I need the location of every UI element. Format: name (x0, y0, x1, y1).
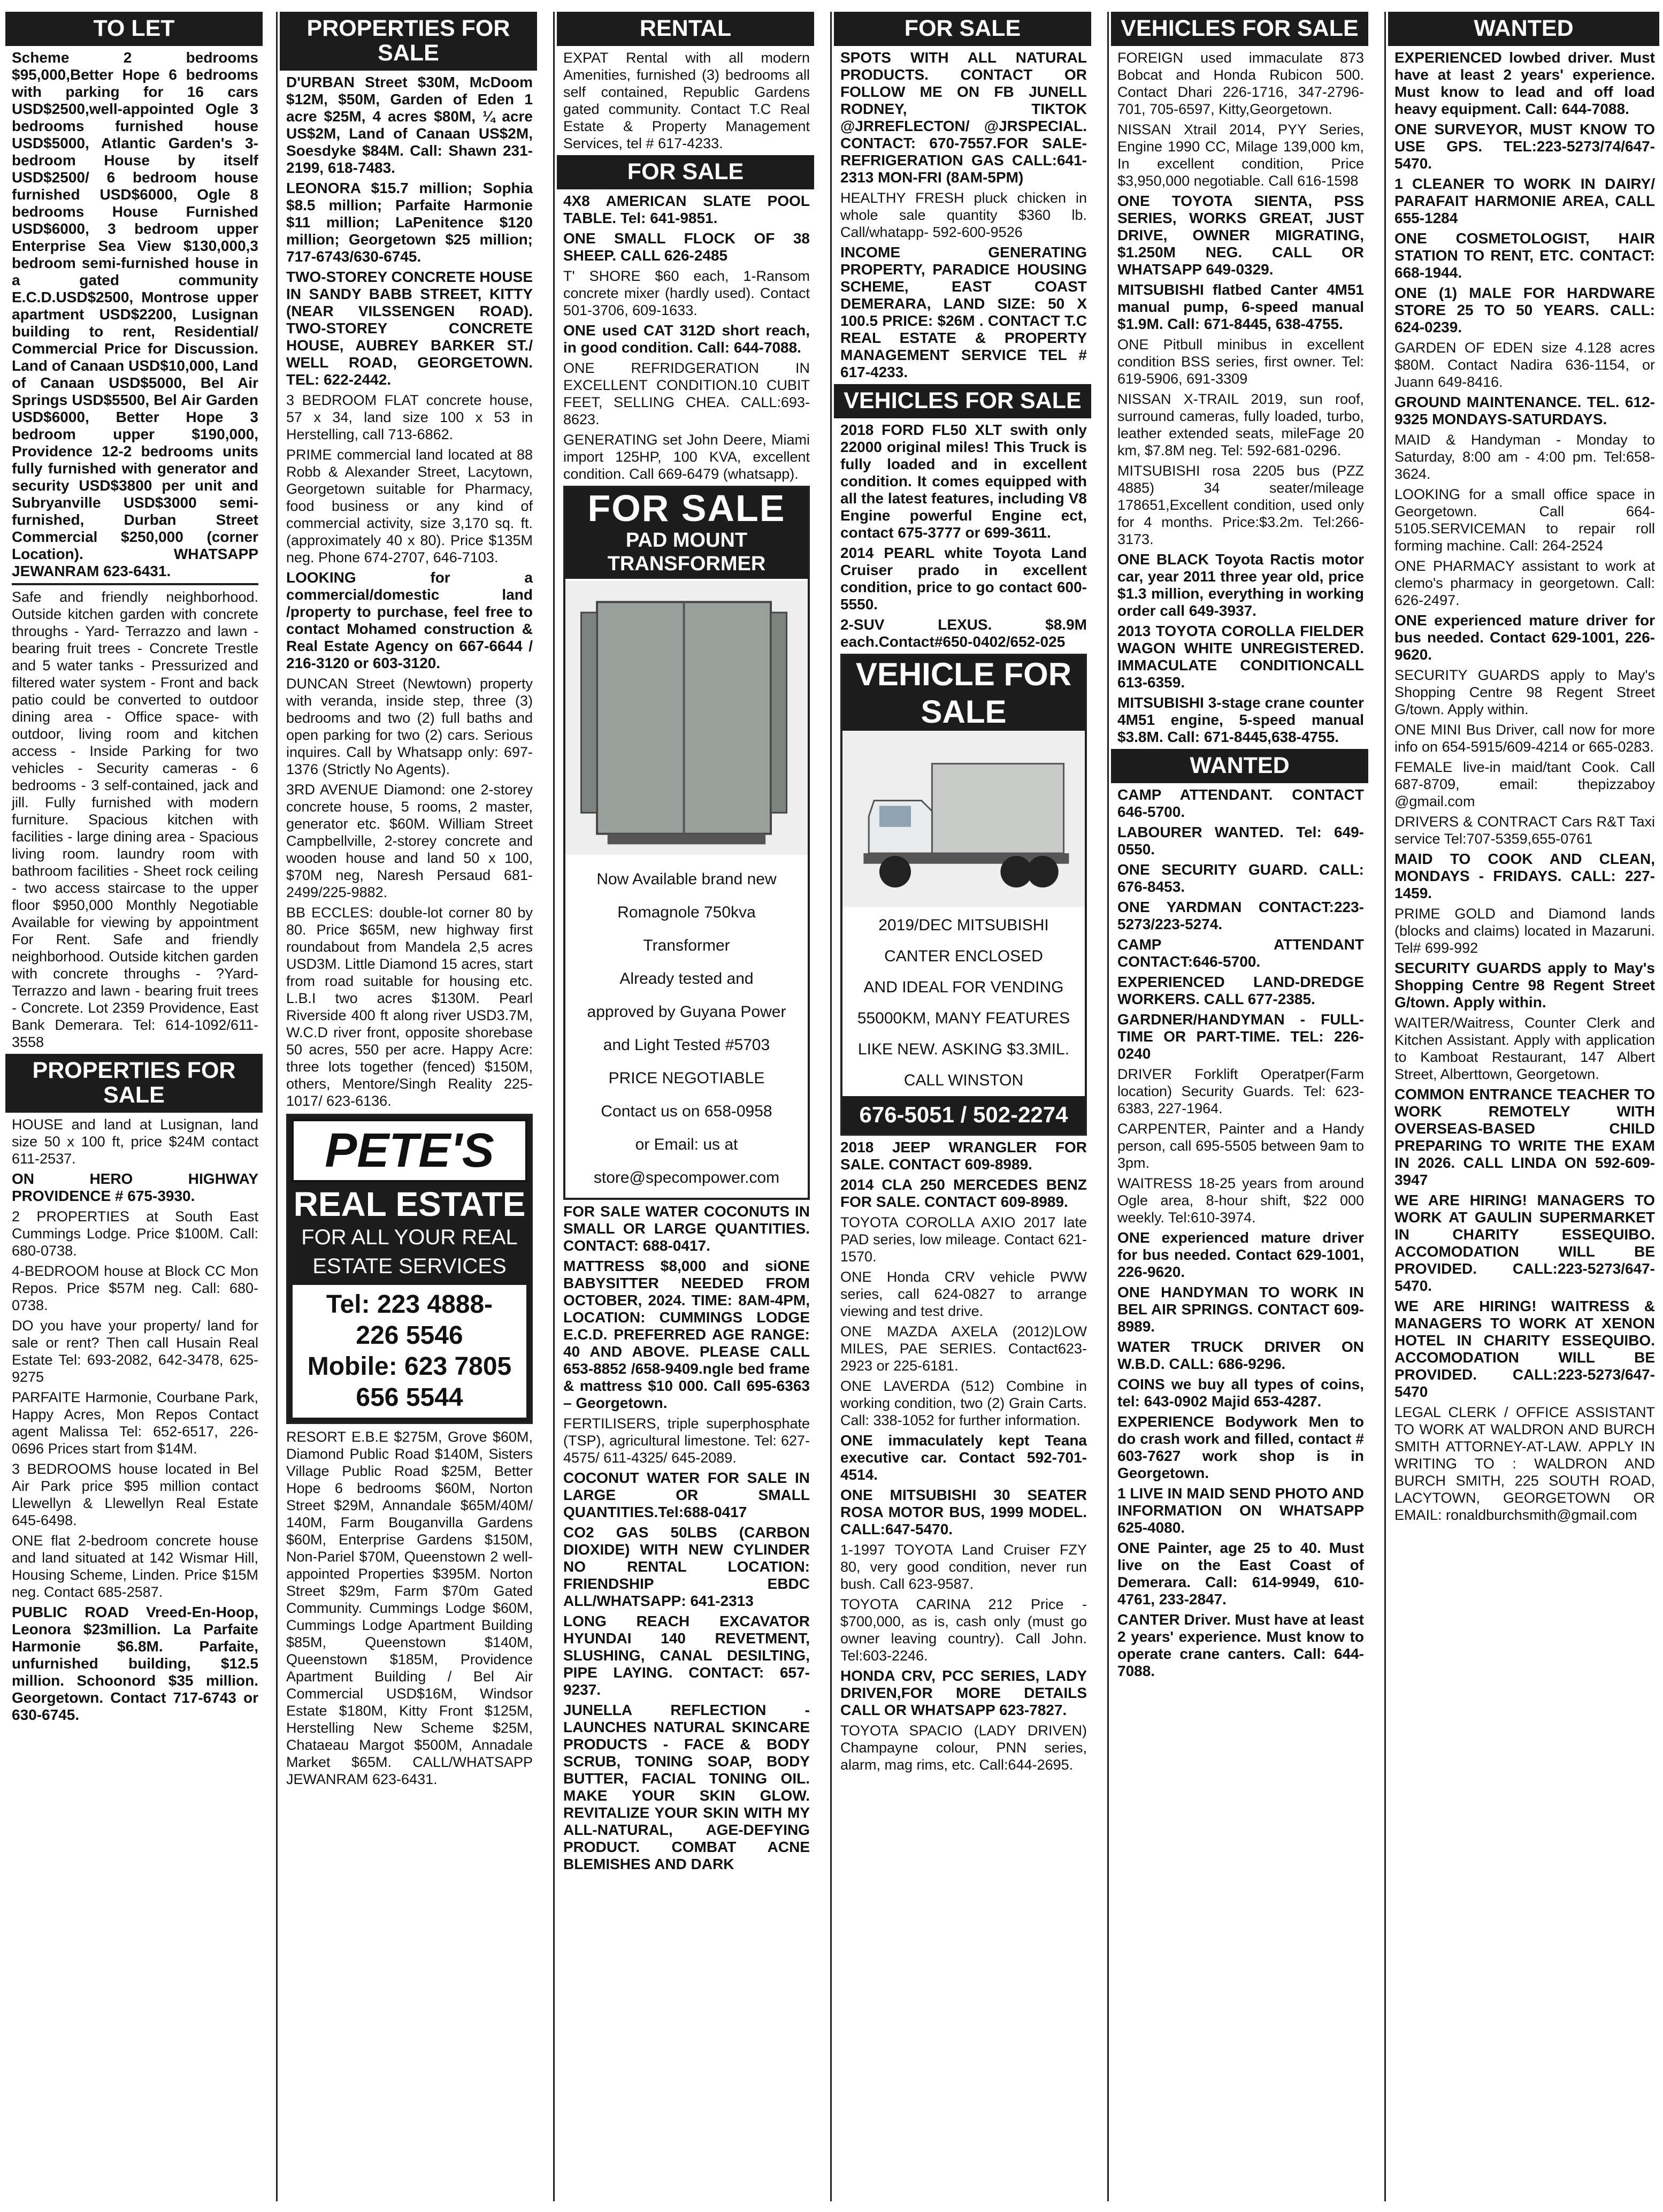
ad: ONE COSMETOLOGIST, HAIR STATION TO RENT, ETC. CONTACT: 668-1944. (1394, 230, 1655, 281)
ad: ONE flat 2-bedroom concrete house and land situated at 142 Wismar Hill, Housing Scheme, Linden. Price $15M neg. Contact 685-2587. (12, 1533, 258, 1600)
ad: BB ECCLES: double-lot corner 80 by 80. Price $65M, new highway first roundabout from Mandela 2,5 acres USD3M. Little Diamond 15 acres, start from road suitable for housing etc. L.B.I two acres $130M. Pearl Riverside 400 ft along river USD3.7M, W.C.D river front, opposite shorebase 50 acres, 550 per acre. Happy Acre: three lots together (fenced) $150M, others, Mentore/Singh Reality 225-1017/ 623-6136. (286, 905, 533, 1109)
pad-mount-transformer-ad (563, 486, 810, 1200)
petes-line: FOR ALL YOUR REAL (301, 1226, 518, 1249)
ad: ONE BLACK Toyota Ractis motor car, year 2011 three year old, price $1.3 million, everything in working order call 649-3937. (1117, 551, 1364, 619)
for-sale-ads (832, 49, 1093, 381)
ad: NISSAN Xtrail 2014, PYY Series, Engine 1990 CC, Milage 139,000 km, In excellent condition, Price $3,950,000 negotiable. Call 616-1598 (1117, 121, 1364, 189)
ad: SECURITY GUARDS apply to May's Shopping Centre 98 Regent Street G/town. Apply within. (1394, 960, 1655, 1011)
wanted-ads (1386, 49, 1661, 1524)
transformer-ad-line: Already tested and (619, 970, 754, 988)
ad: TOYOTA COROLLA AXIO 2017 late PAD series, low mileage. Contact 621-1570. (840, 1214, 1087, 1265)
wanted-ads (1109, 786, 1370, 1680)
ad: GARDNER/HANDYMAN - FULL-TIME OR PART-TIME. TEL: 226-0240 (1117, 1011, 1364, 1062)
ad: DO you have your property/ land for sale or rent? Then call Husain Real Estate Tel: 693-2082, 642-3478, 625-9275 (12, 1318, 258, 1385)
ad: LOOKING for a commercial/domestic land /property to purchase, feel free to contact Mohamed construction & Real Estate Agency on 667-6644 / 216-3120 or 603-3120. (286, 569, 533, 671)
vehicle-ad-phone: 676-5051 / 502-2274 (842, 1096, 1085, 1134)
ad: WATER TRUCK DRIVER ON W.B.D. CALL: 686-9296. (1117, 1338, 1364, 1372)
ad: FOREIGN used immaculate 873 Bobcat and Honda Rubicon 500. Contact Dhari 226-1716, 347-2796-701, 705-6597, Kitty,Georgetown. (1117, 50, 1364, 117)
ad: CAMP ATTENDANT. CONTACT 646-5700. (1117, 786, 1364, 820)
ad: ONE Painter, age 25 to 40. Must live on the East Coast of Demerara. Call: 614-9949, 610-4761, 233-2847. (1117, 1540, 1364, 1608)
ad: SECURITY GUARDS apply to May's Shopping Centre 98 Regent Street G/town. Apply within. (1394, 667, 1655, 717)
ad: CANTER Driver. Must have at least 2 years' experience. Must know to operate crane canters. Call: 644-7088. (1117, 1611, 1364, 1679)
ad: PUBLIC ROAD Vreed-En-Hoop, Leonora $23million. La Parfaite Harmonie $6.8M. Parfaite, unfurnished building, $12.5 million. Schoonord $35 million. Georgetown. Contact 717-6743 or 630-6745. (12, 1604, 258, 1723)
phone-line: Tel: 223 4888- (326, 1290, 493, 1319)
vehicle-ad-line: AND IDEAL FOR VENDING (863, 978, 1064, 996)
column-properties-for-sale (276, 12, 539, 2201)
ad: 2018 FORD FL50 XLT swith only 22000 original miles! This Truck is fully loaded and in excellent condition. It comes equipped with all the latest features, including V8 Engine powerful Engine ect, contact 675-3777 or 699-3611. (840, 422, 1087, 541)
section-header-properties-for-sale: PROPERTIES FOR SALE (5, 1054, 263, 1113)
ad: COCONUT WATER FOR SALE IN LARGE OR SMALL QUANTITIES.Tel:688-0417 (563, 1469, 810, 1520)
rental-ads (555, 49, 816, 152)
ad: LEONORA $15.7 million; Sophia $8.5 million; Parfaite Harmonie $11 million; LaPenitence $120 million; Georgetown $25 million; 717-6743/630-6745. (286, 180, 533, 265)
ad: 2014 PEARL white Toyota Land Cruiser prado in excellent condition, price to go contact 600-5550. (840, 545, 1087, 613)
ad: NISSAN X-TRAIL 2019, sun roof, surround cameras, fully loaded, turbo, leather extended seats, mileFage 20 km, $7.8M neg. Tel: 592-681-0296. (1117, 391, 1364, 458)
ad: 4X8 AMERICAN SLATE POOL TABLE. Tel: 641-9851. (563, 193, 810, 226)
ad: MITSUBISHI rosa 2205 bus (PZZ 4885) 34 seater/mileage 178651,Excellent condition, used only for 4 months. Price:$3.2m. Tel:266-3173. (1117, 463, 1364, 547)
ad: GARDEN OF EDEN size 4.128 acres $80M. Contact Nadira 636-1154, or Juann 649-8416. (1394, 340, 1655, 390)
ad: ONE LAVERDA (512) Combine in working condition, two (2) Grain Carts. Call: 338-1052 for further information. (840, 1378, 1087, 1428)
ad: 2-SUV LEXUS. $8.9M each.Contact#650-0402/652-025 (840, 616, 1087, 650)
ad: EXPERIENCE Bodywork Men to do crash work and filled, contact # 603-7627 work shop is in Georgetown. (1117, 1413, 1364, 1481)
ad: COMMON ENTRANCE TEACHER TO WORK REMOTELY WITH OVERSEAS-BASED CHILD PREPARING TO WRITE THE EXAM IN 2026. CALL LINDA ON 592-609-3947 (1394, 1086, 1655, 1188)
ad: WE ARE HIRING! WAITRESS & MANAGERS TO WORK AT XENON HOTEL IN CHARITY ESSEQUIBO. ACCOMODATION WILL BE PROVIDED. CALL:223-5273/647-5470 (1394, 1298, 1655, 1400)
ad: RESORT E.B.E $275M, Grove $60M, Diamond Public Road $140M, Sisters Village Public Road $25M, Better Hope 6 bedrooms $60M, Norton Street $29M, Annandale $65M/40M/ 140M, Farm Bouganvilla Gardens $60M, Enterprise Gardens $150M, Non-Pariel $70M, Queenstown 2 well-appointed Properties $395M. Norton Street $29m, Farm $70m Gated Community. Cummings Lodge $60M, Cummings Lodge Apartment Building $85M, Queenstown $140M, Queenstown $185M, Providence Apartment Building / Bel Air Commercial USD$16M, Windsor Estate $180M, Kitty Front $125M, Herstelling New Scheme $25M, Chataeau Margot $500M, Annadale Market $65M. CALL/WHATSAPP JEWANRAM 623-6431. (286, 1429, 533, 1787)
ad: ONE TOYOTA SIENTA, PSS SERIES, WORKS GREAT, JUST DRIVE, OWNER MIGRATING, $1.250M NEG. CALL OR WHATSAPP 649-0329. (1117, 193, 1364, 278)
ad: 3RD AVENUE Diamond: one 2-storey concrete house, 5 rooms, 2 master, generator etc. $60M. William Street Campbellville, 2-storey concrete and wooden house and land 50 x 100, $70M neg, Naresh Persaud 681-2499/225-9882. (286, 782, 533, 900)
vehicle-ad-line: 55000KM, MANY FEATURES (857, 1009, 1070, 1027)
phone-line: 226 5546 (356, 1321, 463, 1350)
for-sale-ads (555, 193, 816, 1873)
transformer-ad-subtitle: PAD MOUNT TRANSFORMER (607, 529, 766, 575)
ad: Scheme 2 bedrooms $95,000,Better Hope 6 bedrooms with parking for 16 cars USD$2500,well-appointed Ogle 3 bedrooms furnished house USD$5000, Atlantic Garden's 3-bedroom House by itself USD$2500/ 6 bedroom house furnished USD$6000, Ogle 8 bedrooms House Furnished USD$6000, 3 bedroom upper Enterprise Sea View $130,000,3 bedroom semi-furnished house in a gated community E.C.D.USD$2500, Montrose upper apartment USD$2200, Lusignan building to rent, Residential/ Commercial Price for Discussion. Land of Canaan USD$10,000, Land of Canaan USD$5000, Bel Air Springs USD$5500, Bel Air Garden USD$6000, Better Hope 3 bedroom upper $190,000, Providence 12-2 bedrooms units fully furnished with generator and security USD$3800 per unit and Subryanville USD$3000 semi-furnished, Durban Street Commercial $250,000 (corner Location). WHATSAPP JEWANRAM 623-6431. (12, 49, 258, 579)
ad: TWO-STOREY CONCRETE HOUSE IN SANDY BABB STREET, KITTY (NEAR VILSSENGEN ROAD). TWO-STOREY CONCRETE HOUSE, AUBREY BARKER ST./ WELL ROAD, GEORGETOWN. TEL: 622-2442. (286, 269, 533, 388)
column-wanted (1384, 12, 1661, 2201)
ad: PRIME commercial land located at 88 Robb & Alexander Street, Lacytown, Georgetown suitable for Pharmacy, food business or any kind of commercial activity, size 3,170 sq. ft. (approximately 40 x 80). Price $135M neg. Phone 674-2707, 646-7103. (286, 447, 533, 565)
ad: ONE immaculately kept Teana executive car. Contact 592-701-4514. (840, 1432, 1087, 1483)
petes-logo: PETE'S (292, 1119, 527, 1182)
column-rental (553, 12, 816, 2201)
section-header-rental: RENTAL (557, 12, 814, 46)
ad: CAMP ATTENDANT CONTACT:646-5700. (1117, 936, 1364, 970)
section-header-to-let: TO LET (5, 12, 263, 46)
section-header-for-sale: FOR SALE (557, 155, 814, 189)
transformer-ad-line: Romagnole 750kva (617, 904, 756, 921)
vehicle-ads (832, 422, 1093, 1773)
ad: WAITER/Waitress, Counter Clerk and Kitchen Assistant. Apply with application to Kamboat Restaurant, 147 Albert Street, Alberttown, Georgetown. (1394, 1015, 1655, 1082)
column-vehicles-for-sale (1107, 12, 1370, 2201)
ad: INCOME GENERATING PROPERTY, PARADICE HOUSING SCHEME, EAST COAST DEMERARA, LAND SIZE: 50 X 100.5 PRICE: $26M . CONTACT T.C REAL ESTATE & PROPERTY MANAGEMENT SERVICE TEL # 617-4233. (840, 244, 1087, 380)
ad: MITSUBISHI flatbed Canter 4M51 manual pump, 6-speed manual $1.9M. Call: 671-8445, 638-4755. (1117, 281, 1364, 332)
ad: MAID & Handyman - Monday to Saturday, 8:00 am - 4:00 pm. Tel:658-3624. (1394, 432, 1655, 482)
petes-line: REAL ESTATE (293, 1185, 526, 1223)
ad: TOYOTA CARINA 212 Price - $700,000, as is, cash only (must go owner leaving country). Call John. Tel:603-2246. (840, 1596, 1087, 1664)
ad: ONE PHARMACY assistant to work at clemo's pharmacy in georgetown. Call: 626-2497. (1394, 558, 1655, 608)
vehicle-ad-line: 2019/DEC MITSUBISHI (878, 916, 1049, 934)
transformer-ad-title: FOR SALE (587, 487, 786, 529)
transformer-ad-line: approved by Guyana Power (587, 1003, 786, 1021)
ad: ONE REFRIDGERATION IN EXCELLENT CONDITION.10 CUBIT FEET, SELLING CHEA. CALL:693-8623. (563, 360, 810, 427)
ad: 3 BEDROOM FLAT concrete house, 57 x 34, land size 100 x 53 in Herstelling, call 713-6862. (286, 392, 533, 442)
ad: DUNCAN Street (Newtown) property with veranda, inside step, three (3) bedrooms and two (2) full baths and open parking for two (2) cars. Serious inquires. Call by Whatsapp only: 697-1376 (Strictly No Agents). (286, 676, 533, 777)
ad: EXPERIENCED lowbed driver. Must have at least 2 years' experience. Must know to lead and off load heavy equipment. Call: 644-7088. (1394, 49, 1655, 117)
ad: ONE MITSUBISHI 30 SEATER ROSA MOTOR BUS, 1999 MODEL. CALL:647-5470. (840, 1487, 1087, 1537)
vehicle-ad-line: LIKE NEW. ASKING $3.3MIL. (857, 1040, 1070, 1058)
ad: ONE MINI Bus Driver, call now for more info on 654-5915/609-4214 or 665-0283. (1394, 722, 1655, 755)
ad: DRIVERS & CONTRACT Cars R&T Taxi service Tel:707-5359,655-0761 (1394, 814, 1655, 847)
ad: LOOKING for a small office space in Georgetown. Call 664-5105.SERVICEMAN to repair roll forming machine. Call: 264-2524 (1394, 486, 1655, 554)
ad: 1 LIVE IN MAID SEND PHOTO AND INFORMATION ON WHATSAPP 625-4080. (1117, 1485, 1364, 1536)
ad: T' SHORE $60 each, 1-Ransom concrete mixer (hardly used). Contact 501-3706, 609-1633. (563, 268, 810, 318)
divider (12, 583, 258, 585)
ad: COINS we buy all types of coins, tel: 643-0902 Majid 653-4287. (1117, 1376, 1364, 1410)
ad: HONDA CRV, PCC SERIES, LADY DRIVEN,FOR MORE DETAILS CALL OR WHATSAPP 623-7827. (840, 1667, 1087, 1718)
ad: PRIME GOLD and Diamond lands (blocks and claims) located in Mazaruni. Tel# 699-992 (1394, 906, 1655, 956)
section-header-vehicles-for-sale: VEHICLES FOR SALE (834, 384, 1091, 418)
ad: MITSUBISHI 3-stage crane counter 4M51 engine, 5-speed manual $3.8M. Call: 671-8445,638-4755. (1117, 694, 1364, 745)
ad: 2018 JEEP WRANGLER FOR SALE. CONTACT 609-8989. (840, 1139, 1087, 1173)
ad: CARPENTER, Painter and a Handy person, call 695-5505 between 9am to 3pm. (1117, 1121, 1364, 1171)
properties-ads (3, 1116, 265, 1724)
vehicle-ad-text (842, 910, 1085, 1096)
column-to-let (3, 12, 265, 2201)
ad: LONG REACH EXCAVATOR HYUNDAI 140 REVETMENT, SLUSHING, CANAL DESILTING, PIPE LAYING. CONTACT: 657-9237. (563, 1613, 810, 1698)
section-header-wanted: WANTED (1111, 749, 1368, 783)
ad: ONE Honda CRV vehicle PWW series, call 624-0827 to arrange viewing and test drive. (840, 1269, 1087, 1319)
petes-real-estate-ad (286, 1114, 533, 1424)
ad: FERTILISERS, triple superphosphate (TSP), agricultural limestone. Tel: 627-4575/ 611-4325/ 645-2089. (563, 1415, 810, 1466)
ad: HOUSE and land at Lusignan, land size 50 x 100 ft, price $24M contact 611-2537. (12, 1116, 258, 1167)
ad: 2 PROPERTIES at South East Cummings Lodge. Price $100M. Call: 680-0738. (12, 1208, 258, 1259)
phone-line: 656 5544 (356, 1383, 463, 1412)
ad: D'URBAN Street $30M, McDoom $12M, $50M, Garden of Eden 1 acre $25M, 4 acres $80M, ¼ acre US$2M, Land of Canaan US$2M, Soesdyke $84M. Call: Shawn 231-2199, 618-7483. (286, 74, 533, 176)
ad: TOYOTA SPACIO (LADY DRIVEN) Champayne colour, PNN series, alarm, mag rims, etc. Call:644-2695. (840, 1723, 1087, 1773)
transformer-image (565, 579, 808, 857)
ad: MATTRESS $8,000 and siONE BABYSITTER NEEDED FROM OCTOBER, 2024. TIME: 8AM-4PM, LOCATION: CUMMINGS LODGE E.C.D. PREFERRED AGE RANGE: 40 AND ABOVE. PLEASE CALL 653-8852 /658-9409.ngle bed frame & mattress $10 000. Call 695-6363 – Georgetown. (563, 1258, 810, 1411)
ad: EXPERIENCED LAND-DREDGE WORKERS. CALL 677-2385. (1117, 974, 1364, 1007)
transformer-ad-header (565, 488, 808, 579)
ad: FEMALE live-in maid/tant Cook. Call 687-8709, email: thepizzaboy @gmail.com (1394, 759, 1655, 809)
ad: ONE MAZDA AXELA (2012)LOW MILES, PAE SERIES. Contact623-2923 or 225-6181. (840, 1323, 1087, 1374)
ad: CO2 GAS 50LBS (CARBON DIOXIDE) WITH NEW CYLINDER NO RENTAL LOCATION: FRIENDSHIP EBDC ALL/WHATSAPP: 641-2313 (563, 1524, 810, 1609)
ad: PARFAITE Harmonie, Courbane Park, Happy Acres, Mon Repos Contact agent Malissa Tel: 652-6517, 226-0696 Prices start from $14M. (12, 1389, 258, 1457)
section-header-vehicles-for-sale: VEHICLES FOR SALE (1111, 12, 1368, 46)
ad: ONE experienced mature driver for bus needed. Contact 629-1001, 226-9620. (1394, 612, 1655, 663)
vehicle-for-sale-ad (840, 654, 1087, 1136)
ad: ONE SECURITY GUARD. CALL: 676-8453. (1117, 861, 1364, 895)
ad: 1-1997 TOYOTA Land Cruiser FZY 80, very good condition, never run bush. Call 623-9587. (840, 1542, 1087, 1592)
ad: LEGAL CLERK / OFFICE ASSISTANT TO WORK AT WALDRON AND BURCH SMITH ATTORNEY-AT-LAW. APPLY IN WRITING TO : WALDRON AND BURCH SMITH, 225 SOUTH ROAD, LACYTOWN, GEORGETOWN OR EMAIL: ronaldburchsmith@gmail.com (1394, 1404, 1655, 1523)
ad: ONE HANDYMAN TO WORK IN BEL AIR SPRINGS. CONTACT 609-8989. (1117, 1284, 1364, 1335)
ad: 3 BEDROOMS house located in Bel Air Park price $95 million contact Llewellyn & Llewellyn Real Estate 645-6498. (12, 1461, 258, 1528)
properties-ads (278, 74, 539, 1788)
ad: GENERATING set John Deere, Miami import 125HP, 100 KVA, excellent condition. Call 669-6479 (whatsapp). (563, 432, 810, 482)
section-header-for-sale: FOR SALE (834, 12, 1091, 46)
ad: Safe and friendly neighborhood. Outside kitchen garden with concrete throughs - Yard- Terrazzo and lawn - bearing fruit trees - Concrete Trestle and 5 water tanks - Pressurized and filtered water system - Front and back patio could be converted to outdoor dining area - Office space- with outdoor, living room and kitchen access - Inside Parking for two vehicles - Security cameras - 6 bedrooms - 3 self-contained, jack and jill. Fully furnished with modern furniture. Spacious kitchen with facilities - large dining area - Spacious living room. laundry room with bathroom facilities - Sheet rock ceiling - two access staircase to the upper floor $950,000 Monthly Negotiable Available for viewing by appointment For Rent. Safe and friendly neighborhood. Outside kitchen garden with concrete throughs - ?Yard- Terrazzo and lawn - bearing fruit trees - Concrete. Lot 2359 Providence, East Bank Demerara. Tel: 614-1092/611-3558 (12, 589, 258, 1050)
transformer-ad-line: Contact us on 658-0958 (601, 1103, 772, 1120)
ad: DRIVER Forklift Operatper(Farm location) Security Guards. Tel: 623-6383, 227-1964. (1117, 1066, 1364, 1116)
ad: ONE used CAT 312D short reach, in good condition. Call: 644-7088. (563, 322, 810, 356)
ad: ONE Pitbull minibus in excellent condition BSS series, first owner. Tel: 619-5906, 691-3309 (1117, 336, 1364, 387)
ad: ONE SURVEYOR, MUST KNOW TO USE GPS. TEL:223-5273/74/647-5470. (1394, 121, 1655, 172)
petes-line: ESTATE SERVICES (312, 1254, 507, 1278)
truck-image (842, 731, 1085, 907)
transformer-ad-text (565, 860, 808, 1198)
ad: ONE experienced mature driver for bus needed. Contact 629-1001, 226-9620. (1117, 1229, 1364, 1280)
ad: WE ARE HIRING! MANAGERS TO WORK AT GAULIN SUPERMARKET IN CHARITY ESSEQUIBO. ACCOMODATION WILL BE PROVIDED. CALL:223-5273/647-5470. (1394, 1192, 1655, 1294)
ad: GROUND MAINTENANCE. TEL. 612-9325 MONDAYS-SATURDAYS. (1394, 394, 1655, 427)
column-for-sale (830, 12, 1093, 2201)
ad: ONE YARDMAN CONTACT:223-5273/223-5274. (1117, 899, 1364, 932)
section-header-properties-for-sale: PROPERTIES FOR SALE (280, 12, 537, 71)
ad: 1 CLEANER TO WORK IN DAIRY/ PARAFAIT HARMONIE AREA, CALL 655-1284 (1394, 175, 1655, 226)
ad: JUNELLA REFLECTION - LAUNCHES NATURAL SKINCARE PRODUCTS - FACE & BODY SCRUB, TONING SOAP, BODY BUTTER, FACIAL TONING OIL. MAKE YOUR SKIN GLOW. REVITALIZE YOUR SKIN WITH MY ALL-NATURAL, AGE-DEFYING PRODUCT. COMBAT ACNE BLEMISHES AND DARK (563, 1702, 810, 1872)
transformer-ad-line: Transformer (643, 937, 730, 954)
transformer-ad-line: or Email: us at (635, 1136, 738, 1153)
transformer-ad-email[interactable]: store@specompower.com (593, 1169, 780, 1187)
vehicle-ad-title: VEHICLE FOR SALE (842, 656, 1085, 731)
transformer-ad-line: and Light Tested #5703 (603, 1036, 770, 1054)
section-header-wanted: WANTED (1388, 12, 1659, 46)
transformer-ad-line: PRICE NEGOTIABLE (608, 1069, 765, 1087)
to-let-ads (3, 49, 265, 1051)
ad: 2013 TOYOTA COROLLA FIELDER WAGON WHITE UNREGISTERED. IMMACULATE CONDITIONCALL 613-6359. (1117, 623, 1364, 691)
phone-line: Mobile: 623 7805 (307, 1352, 512, 1381)
vehicle-ad-line: CALL WINSTON (903, 1071, 1024, 1089)
petes-phones (293, 1285, 526, 1418)
ad: 4-BEDROOM house at Block CC Mon Repos. Price $57M neg. Call: 680-0738. (12, 1263, 258, 1313)
ad: FOR SALE WATER COCONUTS IN SMALL OR LARGE QUANTITIES. CONTACT: 688-0417. (563, 1203, 810, 1254)
ad: WAITRESS 18-25 years from around Ogle area, 8-hour shift, $22 000 weekly. Tel:610-3974. (1117, 1175, 1364, 1226)
ad: 2014 CLA 250 MERCEDES BENZ FOR SALE. CONTACT 609-8989. (840, 1176, 1087, 1210)
transformer-ad-line: Now Available brand new (596, 870, 777, 888)
ad: ON HERO HIGHWAY PROVIDENCE # 675-3930. (12, 1170, 258, 1204)
ad: ONE SMALL FLOCK OF 38 SHEEP. CALL 626-2485 (563, 230, 810, 264)
vehicle-ads (1109, 49, 1370, 746)
ad: MAID TO COOK AND CLEAN, MONDAYS - FRIDAYS. CALL: 227-1459. (1394, 851, 1655, 901)
ad: SPOTS WITH ALL NATURAL PRODUCTS. CONTACT OR FOLLOW ME ON FB JUNELL RODNEY, TIKTOK @JRREFLECTON/ @JRSPECIAL. CONTACT: 670-7557.FOR SALE- REFRIGERATION GAS CALL:641-2313 MON-FRI (8AM-5PM) (840, 49, 1087, 186)
vehicle-ad-line: CANTER ENCLOSED (884, 947, 1043, 965)
ad: LABOURER WANTED. Tel: 649-0550. (1117, 824, 1364, 858)
ad: HEALTHY FRESH pluck chicken in whole sale quantity $360 lb. Call/whatapp- 592-600-9526 (840, 190, 1087, 240)
ad: ONE (1) MALE FOR HARDWARE STORE 25 TO 50 YEARS. CALL: 624-0239. (1394, 285, 1655, 335)
ad: EXPAT Rental with all modern Amenities, furnished (3) bedrooms all self contained, Republic Gardens gated community. Contact T.C Real Estate & Property Management Services, tel # 617-4233. (563, 50, 810, 151)
